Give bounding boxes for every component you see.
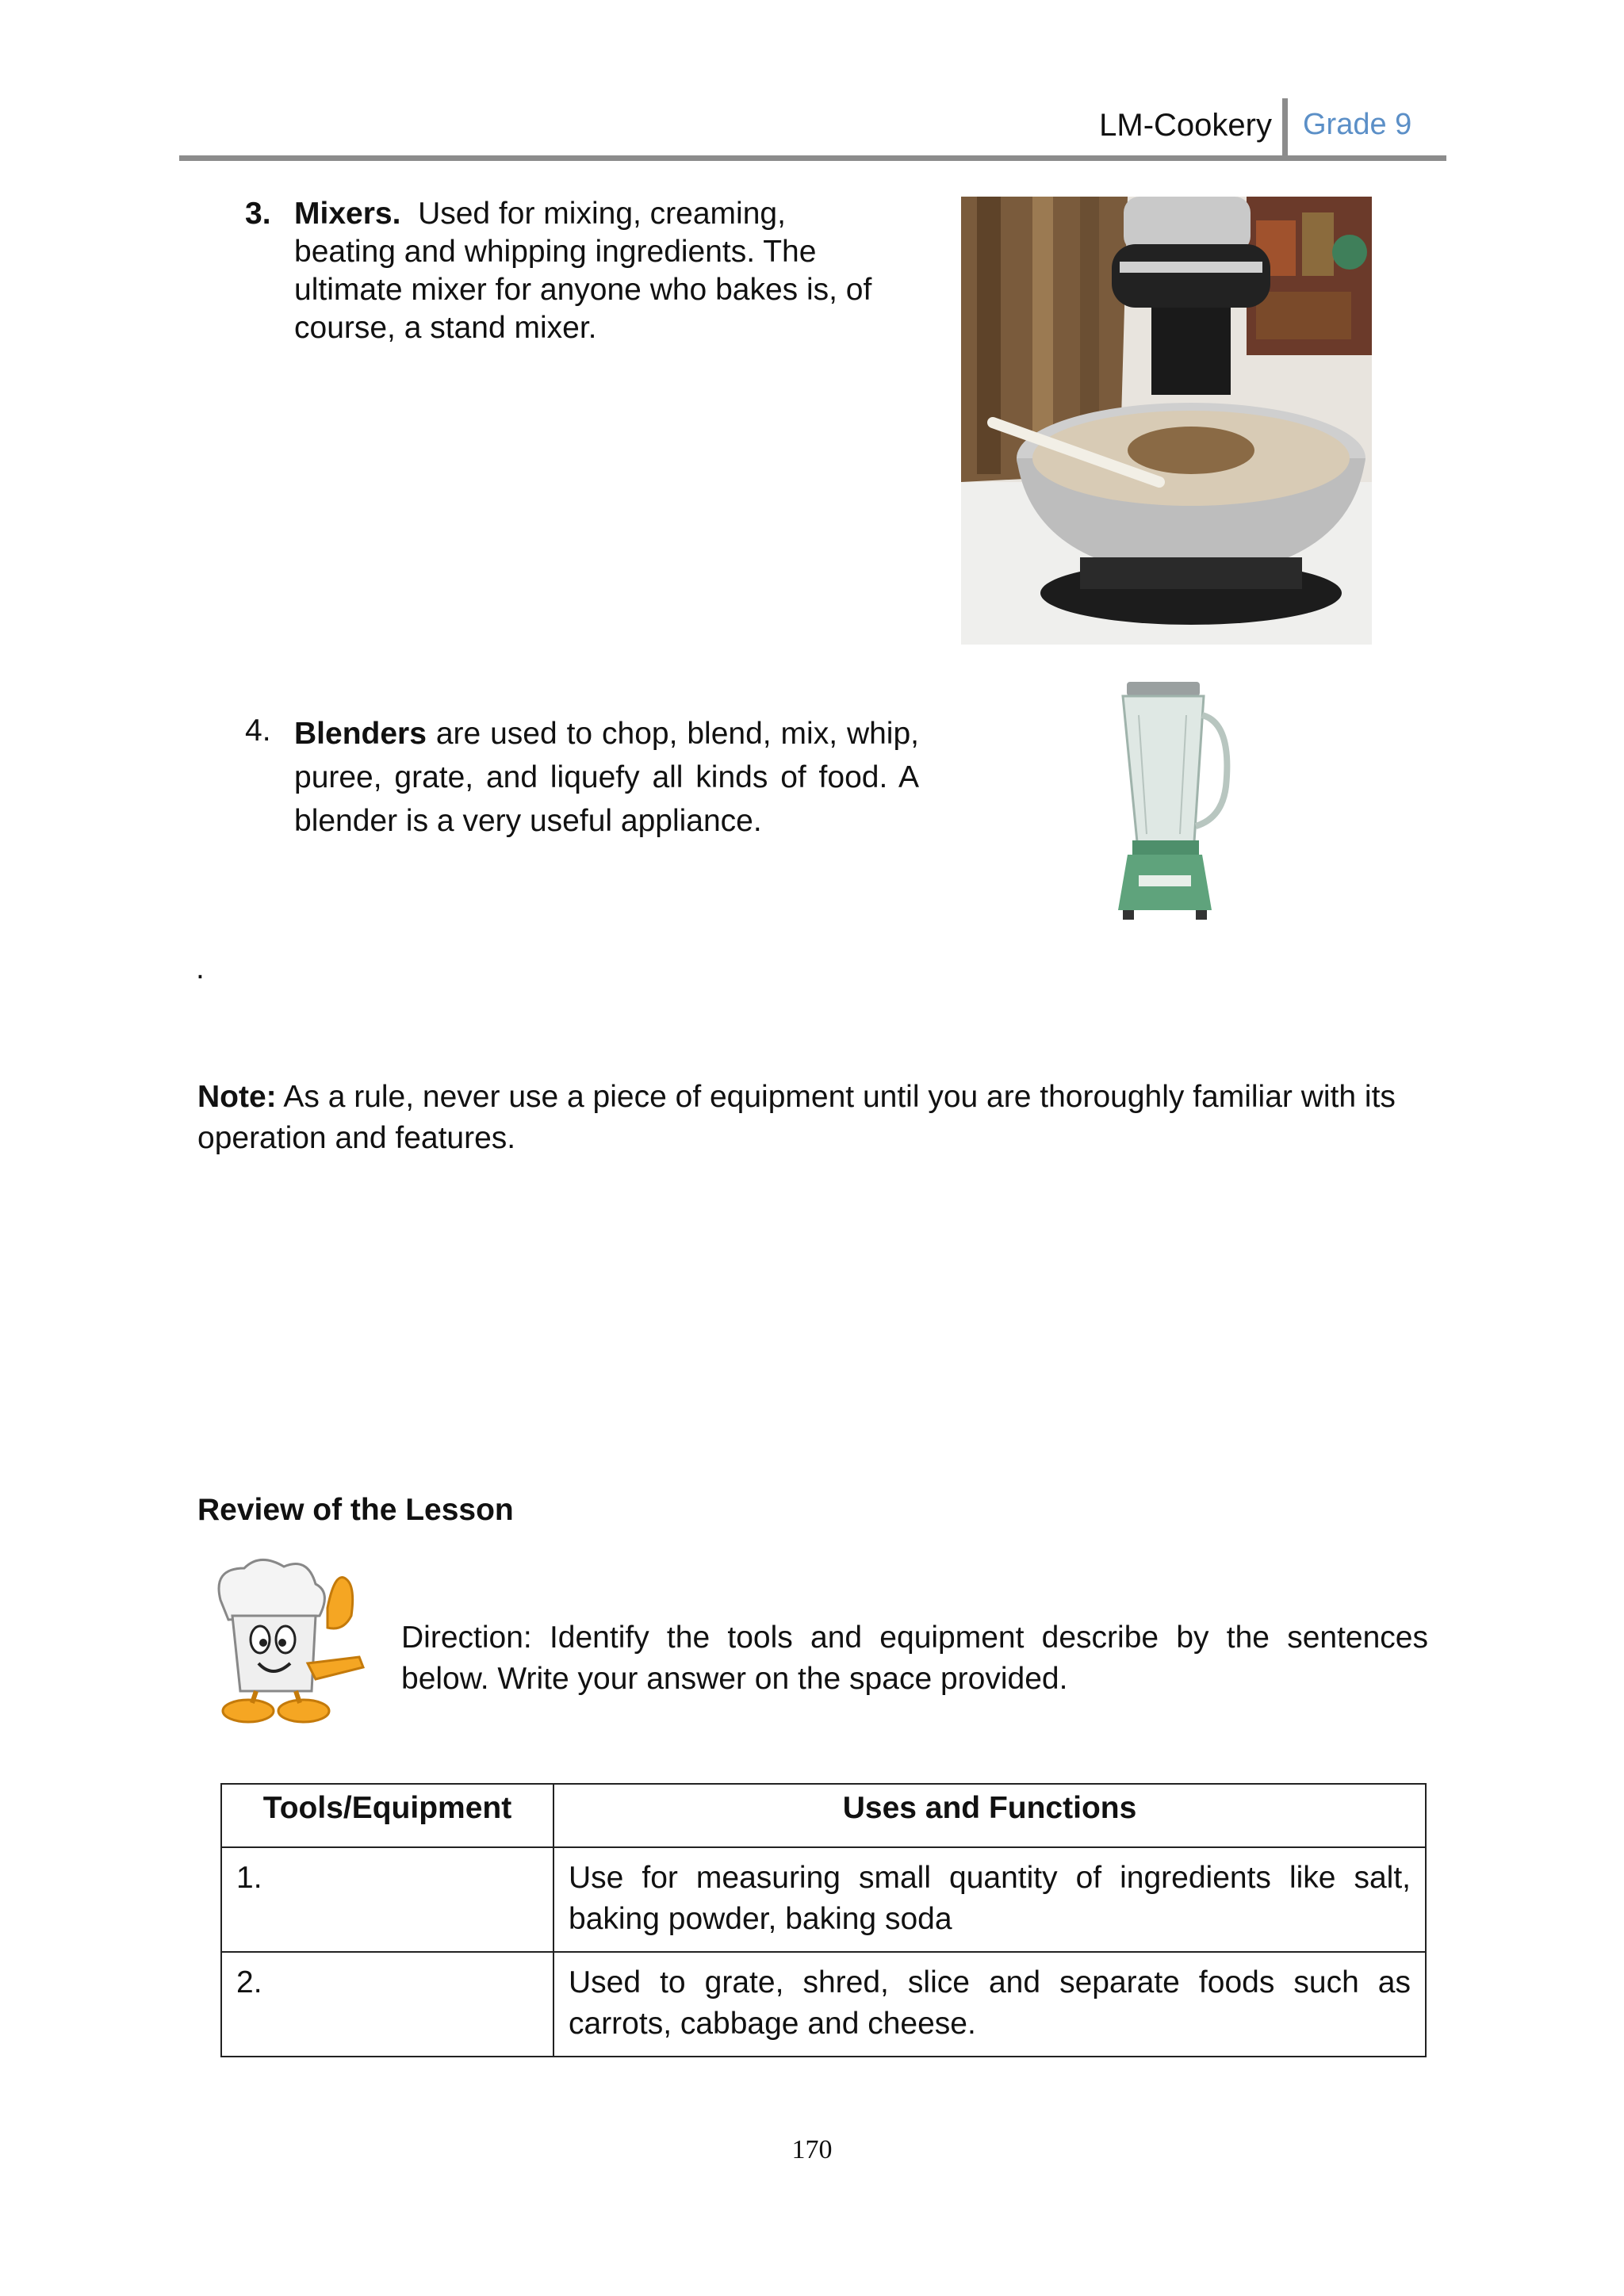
direction-text: Direction: Identify the tools and equipment describe by the sentences below. Write your answer on the space provided.: [401, 1621, 1428, 1696]
grade-label: Grade 9: [1303, 108, 1412, 141]
table-cell-use: Used to grate, shred, slice and separate foods such as carrots, cabbage and cheese.: [553, 1952, 1426, 2057]
stray-dot: .: [196, 951, 205, 985]
blender-image: [1091, 668, 1239, 928]
item-body: [294, 195, 881, 347]
table-row: [221, 1952, 1426, 2057]
note-text: As a rule, never use a piece of equipment until you are thoroughly familiar with its operation and features.: [197, 1080, 1396, 1155]
item-number: 3.: [245, 197, 271, 231]
review-heading: Review of the Lesson: [197, 1493, 514, 1527]
item-term: Mixers.: [294, 197, 401, 231]
stand-mixer-image: [961, 197, 1372, 645]
item-text: are used to chop, blend, mix, whip, puree, grate, and liquefy all kinds of food. A blender is a very useful appliance.: [294, 717, 919, 838]
item-number: 4.: [245, 714, 271, 748]
header-rule: [179, 155, 1446, 161]
item-text: Used for mixing, creaming, beating and whipping ingredients. The ultimate mixer for anyone who bakes is, of course, a stand mixer.: [294, 197, 872, 345]
table-header-tools: Tools/Equipment: [221, 1784, 553, 1847]
page-number: 170: [791, 2135, 833, 2164]
document-title: LM-Cookery: [1099, 108, 1272, 143]
table-cell-use: Use for measuring small quantity of ingredients like salt, baking powder, baking soda: [553, 1847, 1426, 1952]
tools-uses-table: [220, 1783, 1427, 2057]
table-header-uses: Uses and Functions: [553, 1784, 1426, 1847]
table-cell-tool[interactable]: 2.: [221, 1952, 553, 2057]
header-separator: [1282, 98, 1288, 159]
item-term: Blenders: [294, 717, 427, 751]
table-cell-tool[interactable]: 1.: [221, 1847, 553, 1952]
note-label: Note:: [197, 1080, 277, 1114]
note-paragraph: [197, 1077, 1428, 1159]
table-row: [221, 1847, 1426, 1952]
item-body: [294, 712, 919, 843]
table-header-row: [221, 1784, 1426, 1847]
chef-mascot-icon: [197, 1552, 373, 1733]
